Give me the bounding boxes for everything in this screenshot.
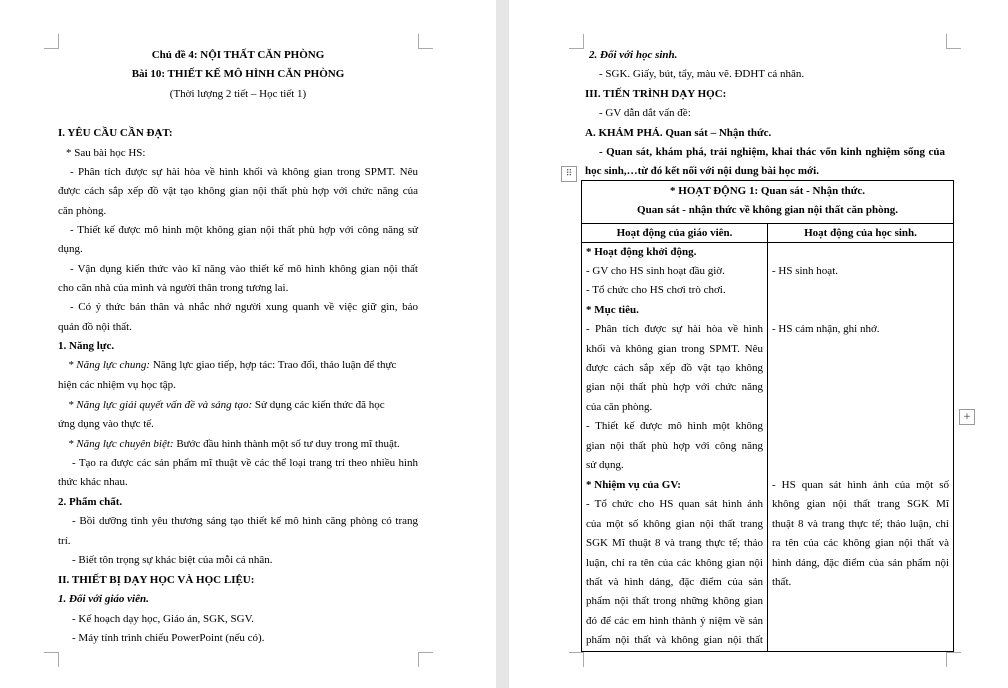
label-italic: * Năng lực chuyên biệt: xyxy=(68,438,174,450)
crop-mark xyxy=(418,652,433,667)
topic-title: Chủ đề 4: NỘI THẤT CĂN PHÒNG xyxy=(151,49,325,61)
table-cell: - HS quan sát hình ảnh của một số xyxy=(772,479,949,491)
paragraph: ứng dụng vào thực tế. xyxy=(58,418,154,430)
table-cell: luận, chỉ ra tên của các không gian nội xyxy=(586,557,763,569)
paragraph xyxy=(68,437,400,451)
paragraph: - Bồi dưỡng tình yêu thương sáng tạo thiết kế mô hình căng phòng có trang xyxy=(72,515,418,527)
table-cell: được cách sắp xếp đồ vật tạo không xyxy=(586,362,763,374)
table-cell: của căn phòng. xyxy=(586,401,653,413)
section-heading: A. KHÁM PHÁ. Quan sát – Nhận thức. xyxy=(585,127,772,139)
label-italic: * Năng lực giải quyết vấn đề và sáng tạo: xyxy=(68,399,253,411)
duration-text: (Thời lượng 2 tiết – Học tiết 1) xyxy=(169,88,307,100)
crop-mark xyxy=(946,34,961,49)
lesson-title: Bài 10: THIẾT KẾ MÔ HÌNH CĂN PHÒNG xyxy=(131,68,345,80)
paragraph: được cách sắp xếp đồ vật tạo không gian nội thất phù hợp với chức năng của xyxy=(58,185,418,197)
paragraph: - Quan sát, khám phá, trải nghiệm, khai thác vốn kinh nghiệm sống của xyxy=(599,146,945,158)
section-heading: III. TIẾN TRÌNH DẠY HỌC: xyxy=(585,88,727,100)
paragraph: - Kế hoạch dạy học, Giáo án, SGK, SGV. xyxy=(72,613,254,625)
paragraph: - SGK. Giấy, bút, tẩy, màu vẽ. ĐDHT cá nhân. xyxy=(599,68,805,80)
table-cell: * Mục tiêu. xyxy=(586,304,639,316)
subsection-heading: 1. Đối với giáo viên. xyxy=(58,593,149,605)
table-cell: - Tổ chức cho HS chơi trò chơi. xyxy=(586,284,726,296)
label-italic: * Năng lực chung: xyxy=(68,359,151,371)
table-cell: hình dáng, đặc điểm của sản phẩm nội xyxy=(772,557,949,569)
paragraph: * Sau bài học HS: xyxy=(66,147,146,159)
paragraph: - Vận dụng kiến thức vào kĩ năng vào thiết kế mô hình không gian nội thất xyxy=(70,263,418,275)
table-subtitle: Quan sát - nhận thức về không gian nội thất căn phòng. xyxy=(637,204,898,216)
table-cell: sử dụng. xyxy=(586,459,624,471)
paragraph: cho căn nhà của mình và người thân trong tương lai. xyxy=(58,282,289,294)
table-cell: đó để các em hình thành ý niệm về sản xyxy=(586,615,763,627)
table-move-handle[interactable] xyxy=(561,166,577,182)
text: Năng lực giao tiếp, hợp tác: Trao đổi, thảo luận để thực xyxy=(150,359,397,371)
document-page-left xyxy=(0,0,496,688)
paragraph: dụng. xyxy=(58,243,83,255)
table-cell: thất. xyxy=(772,576,792,588)
column-header-student: Hoạt động của học sinh. xyxy=(804,227,917,239)
table-cell: - Phân tích được sự hài hòa về hình xyxy=(586,323,763,335)
document-page-right xyxy=(509,0,1008,688)
table-cell: của một số không gian nội thất trang xyxy=(586,518,763,530)
table-title: * HOẠT ĐỘNG 1: Quan sát - Nhận thức. xyxy=(670,185,865,197)
table-cell: thuật 8 và trang thực tế; thảo luận, chỉ xyxy=(772,518,949,530)
paragraph: thức khác nhau. xyxy=(58,476,128,488)
add-button[interactable] xyxy=(959,409,975,425)
crop-mark xyxy=(44,34,59,49)
paragraph: hiện các nhiệm vụ học tập. xyxy=(58,379,176,391)
table-cell: phẩm nội thất trong những không gian xyxy=(586,595,763,607)
crop-mark xyxy=(569,652,584,667)
paragraph: học sinh,…từ đó kết nối với nội dung bài học mới. xyxy=(585,165,819,177)
column-header-teacher: Hoạt động của giáo viên. xyxy=(616,227,733,239)
move-handle-icon: ⠿ xyxy=(565,169,573,179)
table-cell: gian nội thất phù hợp với công năng xyxy=(586,440,763,452)
section-heading: II. THIẾT BỊ DẠY HỌC VÀ HỌC LIỆU: xyxy=(58,574,255,586)
table-cell: thất và hình dáng, đặc điểm của sản xyxy=(586,576,763,588)
paragraph: - Có ý thức bản thân và nhắc nhở người xung quanh về việc giữ gìn, bảo xyxy=(70,301,418,313)
table-cell: SGK Mĩ thuật 8 và trang thực tế; thảo xyxy=(586,537,763,549)
table-cell: gian nội thất phù hợp với chức năng xyxy=(586,381,763,393)
crop-mark xyxy=(44,652,59,667)
subsection-heading: 2. Phẩm chất. xyxy=(58,496,123,508)
paragraph: - Phân tích được sự hài hòa về hình khối và không gian trong SPMT. Nêu xyxy=(70,166,418,178)
table-cell: * Hoạt động khởi động. xyxy=(586,246,697,258)
crop-mark xyxy=(418,34,433,49)
paragraph: - Tạo ra được các sản phẩm mĩ thuật về các thể loại trang trí theo nhiều hình xyxy=(72,457,418,469)
paragraph: - GV dẫn dắt vấn đề: xyxy=(599,107,691,119)
paragraph xyxy=(68,358,396,372)
table-cell: - GV cho HS sinh hoạt đầu giờ. xyxy=(586,265,725,277)
text: Bước đầu hình thành một số tư duy trong mĩ thuật. xyxy=(173,438,400,450)
table-cell: không gian nội thất trang SGK Mĩ xyxy=(772,498,949,510)
table-cell: ra tên của các không gian nội thất và xyxy=(772,537,949,549)
paragraph xyxy=(68,398,385,412)
text: Sử dụng các kiến thức đã học xyxy=(252,399,385,411)
paragraph: trí. xyxy=(58,535,71,547)
paragraph: - Biết tôn trọng sự khác biệt của mỗi cá nhân. xyxy=(72,554,273,566)
activity-table xyxy=(581,180,954,652)
paragraph: - Thiết kế được mô hình một không gian nội thất phù hợp với công năng sử xyxy=(70,224,418,236)
table-cell: - HS cảm nhận, ghi nhớ. xyxy=(772,323,880,335)
table-rule xyxy=(767,223,768,651)
table-cell: khối và không gian trong SPMT. Nêu xyxy=(586,343,763,355)
table-cell: - HS sinh hoạt. xyxy=(772,265,838,277)
subsection-heading: 1. Năng lực. xyxy=(58,340,115,352)
subsection-heading: 2. Đối với học sinh. xyxy=(589,49,678,61)
crop-mark xyxy=(569,34,584,49)
section-heading: I. YÊU CẦU CẦN ĐẠT: xyxy=(58,127,173,139)
table-cell: phẩm nội thất và không gian nội thất xyxy=(586,634,763,646)
paragraph: - Máy tính trình chiếu PowerPoint (nếu có). xyxy=(72,632,265,644)
table-cell: * Nhiệm vụ của GV: xyxy=(586,479,681,491)
plus-icon: + xyxy=(963,412,971,422)
table-cell: - Tổ chức cho HS quan sát hình ảnh xyxy=(586,498,763,510)
table-cell: - Thiết kế được mô hình một không xyxy=(586,420,763,432)
paragraph: căn phòng. xyxy=(58,205,107,217)
crop-mark xyxy=(946,652,961,667)
paragraph: quản đồ nội thất. xyxy=(58,321,132,333)
